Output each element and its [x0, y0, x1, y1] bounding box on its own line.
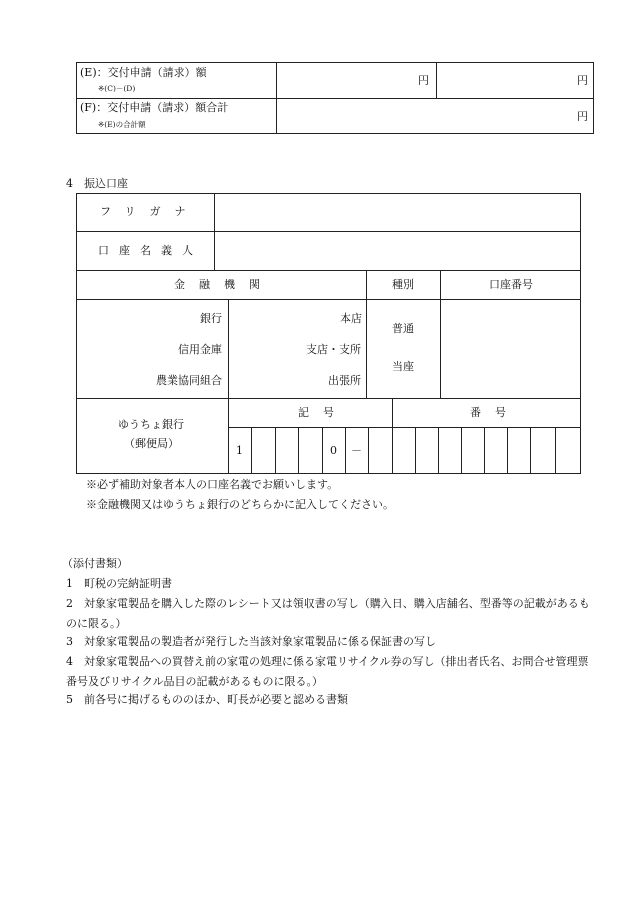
row-f-note: ※(E)の合計額 — [98, 120, 146, 129]
yen-unit: 円 — [418, 74, 429, 87]
digit-cell-line — [345, 427, 346, 474]
digit-cell-line — [368, 427, 369, 474]
note-choose-one: ※金融機関又はゆうちょ銀行のどちらかに記入してください。 — [86, 498, 394, 511]
table-line — [214, 193, 215, 270]
digit-cell-line — [461, 427, 462, 474]
bank-label: 銀行 — [200, 312, 222, 325]
attachment-item: 1 町税の完納証明書 — [66, 577, 172, 590]
note-account-holder: ※必ず補助対象者本人の口座名義でお願いします。 — [86, 478, 339, 491]
digit-cell-line — [298, 427, 299, 474]
amount-table-col-divider-2 — [436, 62, 437, 98]
yen-unit: 円 — [577, 110, 588, 123]
table-line — [76, 270, 581, 271]
yucho-post-office-label: （郵便局） — [124, 437, 179, 450]
attachment-item: 3 対象家電製品の製造者が発行した当該対象家電製品に係る保証書の写し — [66, 635, 436, 648]
digit-cell-line — [415, 427, 416, 474]
amount-table-row-divider — [76, 98, 594, 99]
symbol-digit-1: 1 — [236, 444, 243, 457]
type-label: 種別 — [392, 278, 414, 291]
account-number-label: 口座番号 — [489, 278, 533, 291]
digit-cell-line — [251, 427, 252, 474]
symbol-label: 記号 — [298, 406, 348, 419]
row-e-label: (E)：交付申請（請求）額 — [80, 66, 207, 79]
table-line — [76, 398, 581, 399]
digit-cell-line — [438, 427, 439, 474]
table-line — [76, 299, 581, 300]
head-office-label: 本店 — [340, 312, 362, 325]
branch-label: 支店・支所 — [306, 343, 361, 356]
table-line — [392, 398, 393, 474]
agri-coop-label: 農業協同組合 — [156, 374, 222, 387]
table-line — [366, 270, 367, 398]
yucho-label: ゆうちょ銀行 — [118, 418, 184, 431]
furigana-label: フリガナ — [100, 205, 200, 218]
table-line — [440, 270, 441, 398]
yen-unit: 円 — [577, 74, 588, 87]
table-line — [228, 427, 581, 428]
ordinary-label: 普通 — [392, 322, 414, 335]
symbol-dash: － — [351, 444, 362, 457]
table-line — [76, 231, 581, 232]
table-line — [228, 299, 229, 474]
digit-cell-line — [275, 427, 276, 474]
section-heading: 4 振込口座 — [66, 177, 128, 190]
attachment-item: 5 前各号に掲げるもののほか、町長が必要と認める書類 — [66, 693, 348, 706]
credit-union-label: 信用金庫 — [178, 343, 222, 356]
digit-cell-line — [484, 427, 485, 474]
digit-cell-line — [555, 427, 556, 474]
attachment-item: 2 対象家電製品を購入した際のレシート又は領収書の写し（購入日、購入店舗名、型番等の記載があるものに限る。） — [66, 597, 590, 630]
symbol-digit-0: 0 — [330, 444, 337, 457]
amount-table-col-divider — [276, 62, 277, 134]
attachment-item: 4 対象家電製品への買替え前の家電の処理に係る家電リサイクル券の写し（排出者氏名、お問合せ管理票番号及びリサイクル品目の記載があるものに限る。） — [66, 655, 589, 688]
row-e-note: ※(C)－(D) — [98, 84, 136, 93]
digit-cell-line — [507, 427, 508, 474]
current-label: 当座 — [392, 360, 414, 373]
sub-branch-label: 出張所 — [328, 374, 361, 387]
row-f-label: (F)：交付申請（請求）額合計 — [80, 101, 229, 114]
financial-institution-label: 金融機関 — [174, 278, 274, 291]
number-label: 番号 — [470, 406, 520, 419]
account-holder-label: 口座名義人 — [98, 244, 203, 257]
digit-cell-line — [322, 427, 323, 474]
digit-cell-line — [530, 427, 531, 474]
attachments-heading: （添付書類） — [62, 557, 128, 570]
